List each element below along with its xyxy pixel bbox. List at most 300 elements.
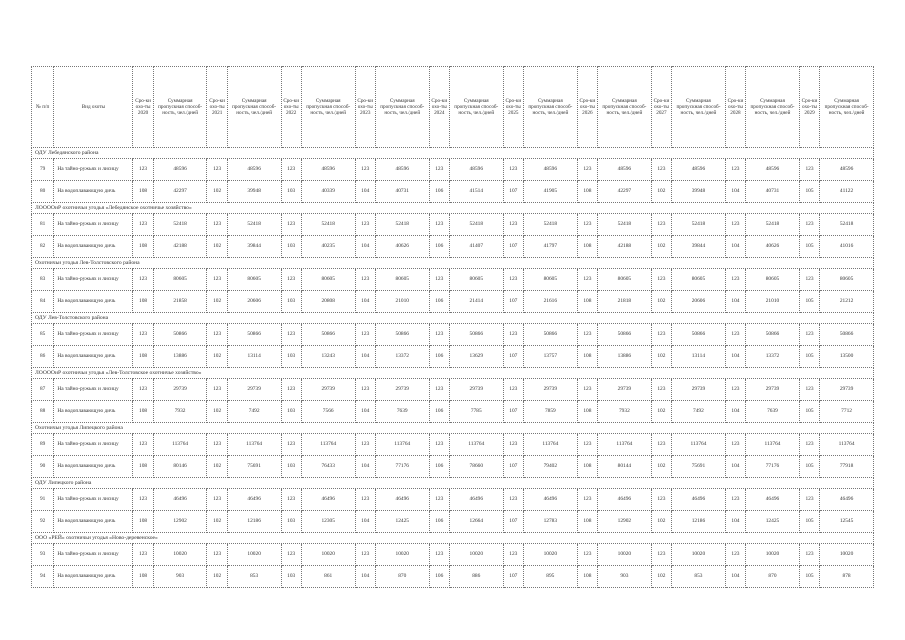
hunting-period-cell: 108: [133, 291, 153, 313]
hunting-period-cell: 123: [651, 379, 671, 401]
hunting-period-cell: 104: [355, 566, 375, 588]
column-header: Сро-ки охо-ты 2027: [651, 67, 671, 148]
capacity-cell: 12545: [820, 511, 874, 533]
hunting-period-cell: 123: [577, 434, 597, 456]
hunting-period-cell: 105: [799, 566, 819, 588]
capacity-cell: 13372: [746, 346, 800, 368]
row-number: 84: [32, 291, 54, 313]
capacity-cell: 29739: [227, 379, 281, 401]
hunting-period-cell: 123: [725, 324, 745, 346]
capacity-cell: 20606: [672, 291, 726, 313]
capacity-cell: 113764: [746, 434, 800, 456]
capacity-cell: 13114: [227, 346, 281, 368]
hunting-period-cell: 106: [429, 456, 449, 478]
organization-row: [32, 148, 874, 159]
capacity-cell: 113764: [820, 434, 874, 456]
capacity-cell: 113764: [153, 434, 207, 456]
table-row: [32, 181, 874, 203]
hunting-period-cell: 123: [503, 379, 523, 401]
row-number: 91: [32, 489, 54, 511]
capacity-cell: 52418: [672, 214, 726, 236]
hunting-period-cell: 102: [207, 181, 227, 203]
organization-name: Охотничьи угодья Липецкого района: [32, 423, 874, 434]
hunting-type: На водоплавающую дичь: [54, 566, 133, 588]
hunting-period-cell: 103: [281, 346, 301, 368]
capacity-cell: 13886: [153, 346, 207, 368]
capacity-cell: 80605: [746, 269, 800, 291]
column-header: Сро-ки охо-ты 2021: [207, 67, 227, 148]
table-row: [32, 269, 874, 291]
capacity-cell: 903: [598, 566, 652, 588]
capacity-cell: 52418: [746, 214, 800, 236]
capacity-cell: 46496: [820, 489, 874, 511]
capacity-cell: 21212: [820, 291, 874, 313]
hunting-type: На тайно-ружьях и лисицу: [54, 269, 133, 291]
hunting-period-cell: 123: [503, 269, 523, 291]
hunting-period-cell: 103: [281, 456, 301, 478]
organization-row: [32, 423, 874, 434]
capacity-cell: 7785: [449, 401, 503, 423]
organization-name: Охотничьи угодья Лев-Толстовского района: [32, 258, 874, 269]
column-header: Сро-ки охо-ты 2029: [799, 67, 819, 148]
capacity-cell: 48596: [153, 159, 207, 181]
hunting-period-cell: 123: [355, 489, 375, 511]
organization-row: [32, 258, 874, 269]
hunting-period-cell: 104: [355, 346, 375, 368]
capacity-cell: 29739: [598, 379, 652, 401]
table-row: [32, 566, 874, 588]
hunting-period-cell: 123: [133, 159, 153, 181]
capacity-cell: 39948: [227, 181, 281, 203]
capacity-cell: 12425: [746, 511, 800, 533]
table-row: [32, 401, 874, 423]
capacity-cell: 42188: [598, 236, 652, 258]
capacity-cell: 48596: [746, 159, 800, 181]
hunting-period-cell: 105: [799, 236, 819, 258]
hunting-period-cell: 123: [799, 434, 819, 456]
organization-name: ОДУ Лев-Толстовского района: [32, 313, 874, 324]
hunting-period-cell: 123: [651, 214, 671, 236]
capacity-cell: 50866: [672, 324, 726, 346]
row-number: 83: [32, 269, 54, 291]
capacity-cell: 52418: [523, 214, 577, 236]
capacity-cell: 12783: [523, 511, 577, 533]
hunting-period-cell: 123: [503, 544, 523, 566]
capacity-cell: 29739: [153, 379, 207, 401]
capacity-cell: 10020: [301, 544, 355, 566]
hunting-type: На водоплавающую дичь: [54, 511, 133, 533]
capacity-cell: 7566: [301, 401, 355, 423]
capacity-cell: 80605: [449, 269, 503, 291]
capacity-cell: 21010: [375, 291, 429, 313]
capacity-cell: 21010: [746, 291, 800, 313]
hunting-period-cell: 104: [725, 181, 745, 203]
capacity-cell: 48596: [301, 159, 355, 181]
column-header: Сро-ки охо-ты 2025: [503, 67, 523, 148]
row-number: 81: [32, 214, 54, 236]
row-number: 93: [32, 544, 54, 566]
organization-name: ОДУ Лебедянского района: [32, 148, 874, 159]
capacity-cell: 52418: [820, 214, 874, 236]
header-row: [32, 67, 874, 148]
capacity-cell: 52418: [598, 214, 652, 236]
hunting-type: На тайно-ружьях и лисицу: [54, 544, 133, 566]
hunting-period-cell: 123: [281, 214, 301, 236]
capacity-cell: 41514: [449, 181, 503, 203]
hunting-period-cell: 102: [651, 291, 671, 313]
column-header: Суммарная пропускная способ-ность, чел./дней: [449, 67, 503, 148]
hunting-period-cell: 105: [799, 346, 819, 368]
hunting-period-cell: 107: [503, 346, 523, 368]
capacity-cell: 52418: [153, 214, 207, 236]
capacity-cell: 46496: [523, 489, 577, 511]
hunting-period-cell: 123: [281, 544, 301, 566]
capacity-cell: 42297: [598, 181, 652, 203]
column-header: Суммарная пропускная способ-ность, чел./дней: [598, 67, 652, 148]
hunting-period-cell: 123: [429, 544, 449, 566]
capacity-cell: 78660: [449, 456, 503, 478]
hunting-period-cell: 107: [503, 456, 523, 478]
capacity-cell: 13243: [301, 346, 355, 368]
capacity-cell: 7639: [375, 401, 429, 423]
row-number: 90: [32, 456, 54, 478]
capacity-cell: 39948: [672, 181, 726, 203]
capacity-cell: 7932: [598, 401, 652, 423]
capacity-cell: 80146: [153, 456, 207, 478]
hunting-period-cell: 123: [207, 159, 227, 181]
capacity-cell: 50866: [598, 324, 652, 346]
capacity-cell: 853: [672, 566, 726, 588]
hunting-period-cell: 123: [355, 434, 375, 456]
capacity-cell: 50866: [227, 324, 281, 346]
hunting-period-cell: 123: [355, 214, 375, 236]
hunting-period-cell: 104: [355, 181, 375, 203]
capacity-cell: 48596: [375, 159, 429, 181]
hunting-type: На тайно-ружьях и лисицу: [54, 214, 133, 236]
row-number: 88: [32, 401, 54, 423]
column-header: Суммарная пропускная способ-ность, чел./дней: [820, 67, 874, 148]
hunting-period-cell: 123: [207, 434, 227, 456]
row-number: 82: [32, 236, 54, 258]
capacity-cell: 75691: [227, 456, 281, 478]
hunting-period-cell: 108: [133, 401, 153, 423]
hunting-period-cell: 107: [503, 511, 523, 533]
capacity-cell: 10020: [523, 544, 577, 566]
table-row: [32, 346, 874, 368]
column-header: Суммарная пропускная способ-ность, чел./дней: [301, 67, 355, 148]
capacity-cell: 48596: [598, 159, 652, 181]
row-number: 92: [32, 511, 54, 533]
hunting-period-cell: 123: [799, 544, 819, 566]
hunting-type: На водоплавающую дичь: [54, 236, 133, 258]
capacity-cell: 46496: [153, 489, 207, 511]
hunting-period-cell: 123: [355, 379, 375, 401]
hunting-type: На тайно-ружьях и лисицу: [54, 434, 133, 456]
hunting-period-cell: 123: [725, 379, 745, 401]
hunting-period-cell: 104: [355, 456, 375, 478]
capacity-cell: 80605: [672, 269, 726, 291]
hunting-period-cell: 106: [429, 236, 449, 258]
capacity-cell: 46496: [375, 489, 429, 511]
hunting-period-cell: 123: [355, 159, 375, 181]
capacity-cell: 29739: [746, 379, 800, 401]
capacity-cell: 29739: [449, 379, 503, 401]
capacity-cell: 12186: [227, 511, 281, 533]
capacity-cell: 7492: [672, 401, 726, 423]
hunting-period-cell: 123: [503, 434, 523, 456]
capacity-cell: 878: [820, 566, 874, 588]
hunting-period-cell: 102: [207, 511, 227, 533]
hunting-period-cell: 108: [577, 236, 597, 258]
hunting-period-cell: 104: [355, 291, 375, 313]
hunting-period-cell: 123: [651, 324, 671, 346]
capacity-cell: 113764: [598, 434, 652, 456]
capacity-cell: 50866: [301, 324, 355, 346]
hunting-period-cell: 123: [799, 489, 819, 511]
capacity-cell: 10020: [375, 544, 429, 566]
hunting-period-cell: 103: [281, 401, 301, 423]
column-header: Суммарная пропускная способ-ность, чел./дней: [746, 67, 800, 148]
hunting-period-cell: 102: [207, 566, 227, 588]
hunting-period-cell: 102: [207, 456, 227, 478]
hunting-period-cell: 123: [799, 159, 819, 181]
hunting-period-cell: 123: [429, 379, 449, 401]
capacity-cell: 10020: [449, 544, 503, 566]
hunting-period-cell: 108: [577, 566, 597, 588]
hunting-period-cell: 123: [355, 544, 375, 566]
capacity-cell: 113764: [375, 434, 429, 456]
capacity-cell: 39844: [672, 236, 726, 258]
hunting-period-cell: 102: [651, 511, 671, 533]
hunting-period-cell: 107: [503, 236, 523, 258]
capacity-cell: 10020: [672, 544, 726, 566]
hunting-period-cell: 104: [725, 456, 745, 478]
hunting-period-cell: 123: [503, 214, 523, 236]
capacity-cell: 13629: [449, 346, 503, 368]
hunting-period-cell: 108: [577, 291, 597, 313]
hunting-period-cell: 108: [577, 346, 597, 368]
hunting-period-cell: 104: [355, 236, 375, 258]
capacity-cell: 7859: [523, 401, 577, 423]
column-header: Сро-ки охо-ты 2022: [281, 67, 301, 148]
capacity-cell: 80605: [301, 269, 355, 291]
capacity-cell: 80605: [820, 269, 874, 291]
capacity-cell: 75691: [672, 456, 726, 478]
hunting-period-cell: 123: [207, 489, 227, 511]
row-number: 87: [32, 379, 54, 401]
hunting-period-cell: 102: [207, 236, 227, 258]
capacity-cell: 46496: [746, 489, 800, 511]
organization-name: ЛООООиР охотничьи угодья «Лев-Толстовское охотничье хозяйство»: [32, 368, 874, 379]
column-header: Суммарная пропускная способ-ность, чел./дней: [227, 67, 281, 148]
hunting-period-cell: 123: [207, 379, 227, 401]
capacity-cell: 13114: [672, 346, 726, 368]
hunting-period-cell: 123: [577, 269, 597, 291]
capacity-cell: 50866: [449, 324, 503, 346]
capacity-cell: 870: [746, 566, 800, 588]
column-header: Сро-ки охо-ты 2028: [725, 67, 745, 148]
capacity-cell: 79402: [523, 456, 577, 478]
organization-row: [32, 313, 874, 324]
hunting-type: На водоплавающую дичь: [54, 181, 133, 203]
hunting-period-cell: 123: [651, 269, 671, 291]
hunting-period-cell: 106: [429, 566, 449, 588]
capacity-cell: 29739: [301, 379, 355, 401]
hunting-period-cell: 123: [281, 159, 301, 181]
capacity-cell: 853: [227, 566, 281, 588]
hunting-period-cell: 123: [799, 214, 819, 236]
hunting-period-cell: 123: [651, 489, 671, 511]
column-header: № п/п: [32, 67, 54, 148]
capacity-cell: 13372: [375, 346, 429, 368]
hunting-period-cell: 108: [577, 401, 597, 423]
capacity-cell: 41407: [449, 236, 503, 258]
capacity-cell: 10020: [746, 544, 800, 566]
capacity-cell: 21616: [523, 291, 577, 313]
column-header: Сро-ки охо-ты 2023: [355, 67, 375, 148]
capacity-cell: 48596: [227, 159, 281, 181]
capacity-cell: 12425: [375, 511, 429, 533]
hunting-period-cell: 106: [429, 346, 449, 368]
hunting-period-cell: 123: [725, 159, 745, 181]
capacity-cell: 29739: [672, 379, 726, 401]
hunting-period-cell: 123: [133, 379, 153, 401]
hunting-period-cell: 123: [281, 324, 301, 346]
capacity-cell: 861: [301, 566, 355, 588]
capacity-cell: 895: [523, 566, 577, 588]
row-number: 80: [32, 181, 54, 203]
hunting-period-cell: 104: [725, 291, 745, 313]
hunting-type: На тайно-ружьях и лисицу: [54, 379, 133, 401]
hunting-period-cell: 123: [133, 214, 153, 236]
capacity-cell: 76433: [301, 456, 355, 478]
hunting-period-cell: 123: [207, 214, 227, 236]
hunting-type: На водоплавающую дичь: [54, 456, 133, 478]
hunting-period-cell: 123: [725, 544, 745, 566]
capacity-cell: 48596: [672, 159, 726, 181]
hunting-period-cell: 123: [577, 379, 597, 401]
column-header: Суммарная пропускная способ-ность, чел./дней: [153, 67, 207, 148]
hunting-period-cell: 107: [503, 566, 523, 588]
hunting-period-cell: 123: [133, 489, 153, 511]
row-number: 85: [32, 324, 54, 346]
hunting-period-cell: 123: [725, 489, 745, 511]
capacity-cell: 80605: [227, 269, 281, 291]
hunting-period-cell: 108: [133, 511, 153, 533]
column-header: Суммарная пропускная способ-ность, чел./дней: [375, 67, 429, 148]
row-number: 89: [32, 434, 54, 456]
table-row: [32, 291, 874, 313]
column-header: Сро-ки охо-ты 2020: [133, 67, 153, 148]
hunting-period-cell: 107: [503, 401, 523, 423]
capacity-cell: 41016: [820, 236, 874, 258]
document-sheet: [31, 66, 874, 588]
capacity-cell: 50866: [523, 324, 577, 346]
capacity-cell: 29739: [523, 379, 577, 401]
hunting-period-cell: 123: [725, 214, 745, 236]
hunting-period-cell: 123: [281, 379, 301, 401]
hunting-period-cell: 108: [577, 511, 597, 533]
hunting-period-cell: 102: [651, 346, 671, 368]
hunting-period-cell: 102: [651, 566, 671, 588]
hunting-period-cell: 123: [429, 214, 449, 236]
capacity-cell: 12186: [672, 511, 726, 533]
hunting-period-cell: 106: [429, 511, 449, 533]
hunting-period-cell: 102: [651, 401, 671, 423]
capacity-cell: 50866: [746, 324, 800, 346]
hunting-period-cell: 123: [503, 324, 523, 346]
capacity-cell: 12305: [301, 511, 355, 533]
capacity-cell: 77176: [746, 456, 800, 478]
hunting-period-cell: 123: [799, 324, 819, 346]
hunting-period-cell: 123: [577, 489, 597, 511]
hunting-period-cell: 105: [799, 511, 819, 533]
capacity-cell: 10020: [153, 544, 207, 566]
hunting-period-cell: 123: [429, 489, 449, 511]
capacity-cell: 41797: [523, 236, 577, 258]
hunting-period-cell: 123: [725, 434, 745, 456]
hunting-period-cell: 108: [133, 456, 153, 478]
table-row: [32, 236, 874, 258]
capacity-cell: 21818: [598, 291, 652, 313]
capacity-cell: 46496: [672, 489, 726, 511]
hunting-period-cell: 105: [799, 291, 819, 313]
hunting-type: На водоплавающую дичь: [54, 401, 133, 423]
capacity-cell: 10020: [820, 544, 874, 566]
capacity-cell: 52418: [375, 214, 429, 236]
hunting-period-cell: 102: [207, 291, 227, 313]
capacity-cell: 21858: [153, 291, 207, 313]
hunting-period-cell: 104: [725, 566, 745, 588]
capacity-cell: 40626: [375, 236, 429, 258]
hunting-type: На водоплавающую дичь: [54, 346, 133, 368]
capacity-cell: 46496: [449, 489, 503, 511]
capacity-cell: 113764: [227, 434, 281, 456]
capacity-cell: 41905: [523, 181, 577, 203]
row-number: 94: [32, 566, 54, 588]
hunting-period-cell: 123: [281, 434, 301, 456]
capacity-cell: 113764: [523, 434, 577, 456]
hunting-period-cell: 102: [651, 456, 671, 478]
hunting-period-cell: 106: [429, 401, 449, 423]
capacity-cell: 29739: [820, 379, 874, 401]
table-row: [32, 489, 874, 511]
capacity-cell: 52418: [301, 214, 355, 236]
table-row: [32, 324, 874, 346]
hunting-period-cell: 106: [429, 291, 449, 313]
hunting-period-cell: 103: [281, 566, 301, 588]
hunting-period-cell: 123: [133, 544, 153, 566]
hunting-period-cell: 105: [799, 456, 819, 478]
hunting-period-cell: 105: [799, 181, 819, 203]
organization-row: [32, 533, 874, 544]
hunting-period-cell: 123: [799, 269, 819, 291]
capacity-cell: 42188: [153, 236, 207, 258]
hunting-period-cell: 123: [281, 269, 301, 291]
hunting-period-cell: 104: [355, 511, 375, 533]
hunting-period-cell: 108: [133, 236, 153, 258]
hunting-period-cell: 123: [429, 159, 449, 181]
table-row: [32, 544, 874, 566]
capacity-cell: 80605: [598, 269, 652, 291]
hunting-period-cell: 108: [133, 346, 153, 368]
hunting-period-cell: 123: [725, 269, 745, 291]
capacity-cell: 7932: [153, 401, 207, 423]
hunting-period-cell: 123: [207, 269, 227, 291]
table-header: [32, 67, 874, 148]
hunting-type: На водоплавающую дичь: [54, 291, 133, 313]
capacity-cell: 40339: [301, 181, 355, 203]
